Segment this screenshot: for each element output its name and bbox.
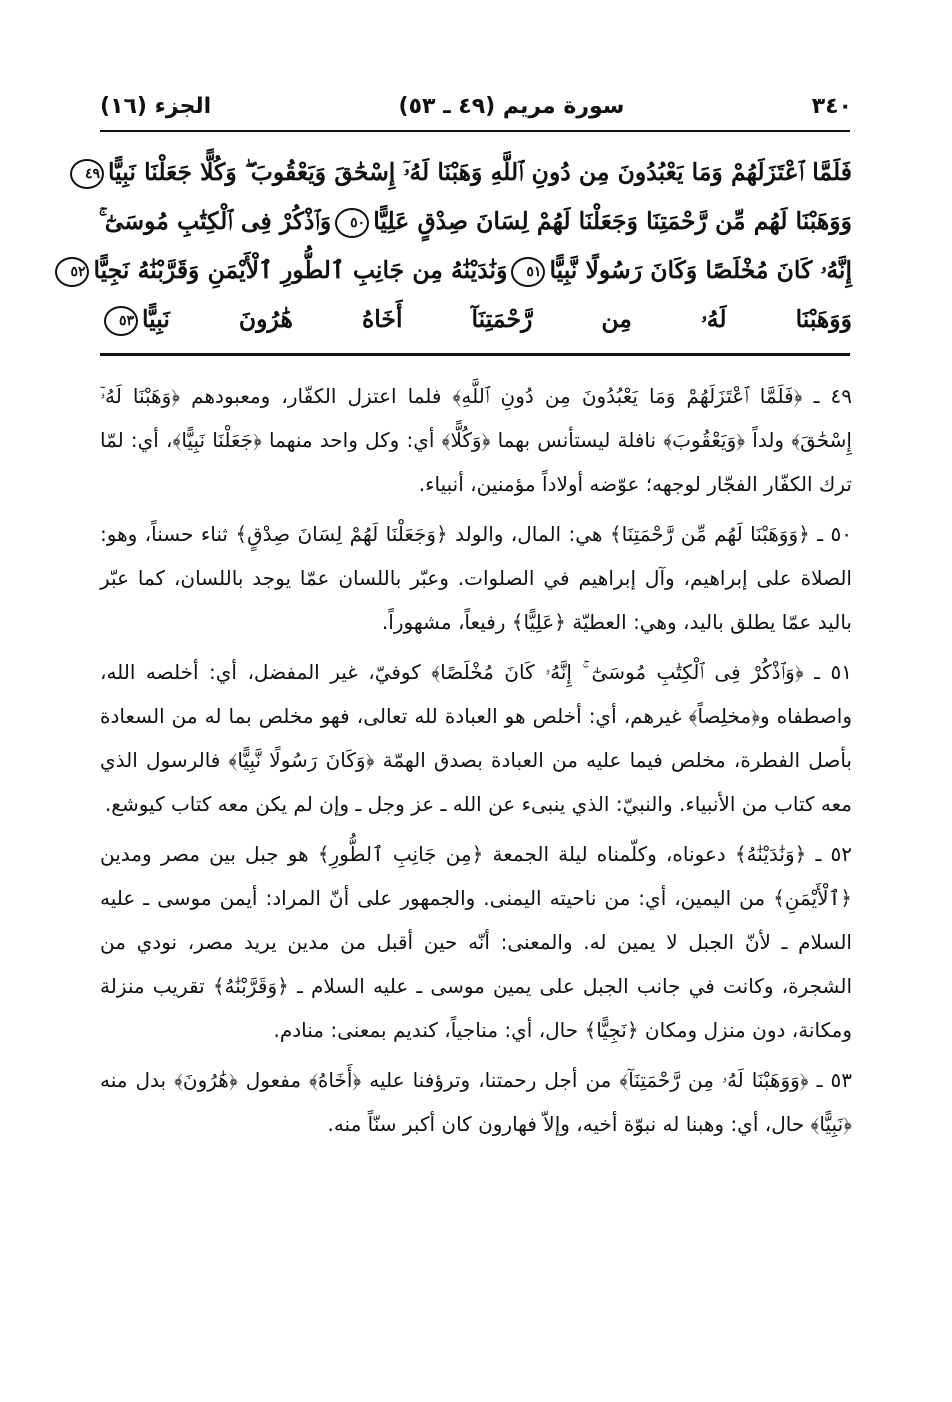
commentary-paragraph: ٥٣ ـ ﴿وَوَهَبْنَا لَهُۥ مِن رَّحْمَتِنَآ﴾ من أجل رحمتنا، وترؤفنا عليه ﴿أَخَاهُ﴾ مفعول ﴿هَٰرُونَ﴾ بدل منه ﴿نَبِيًّا﴾ حال، أي: وهبنا له نبوّة أخيه، وإلاّ فهارون كان أكبر سنّاً منه.: [100, 1068, 852, 1136]
ayah-number-marker: ٥١: [511, 257, 545, 287]
quran-verses: [70, 148, 852, 344]
quran-line: [100, 197, 852, 246]
page-number: ٣٤٠: [811, 93, 852, 119]
verse-text: وَوَهَبْنَا لَهُم مِّن رَّحْمَتِنَا وَجَعَلْنَا لَهُمْ لِسَانَ صِدْقٍ عَلِيًّا: [373, 207, 852, 235]
commentary-paragraph: ٥١ ـ ﴿وَٱذْكُرْ فِى ٱلْكِتَٰبِ مُوسَىٰٓ ۚ إِنَّهُۥ كَانَ مُخْلَصًا﴾ كوفيّ، غير المفضل، أي: أخلصه الله، واصطفاه و﴿مخلِصاً﴾ غيرهم، أي: أخلص هو العبادة لله تعالى، فهو مخلص بما له من السعادة بأصل الفطرة، مخلص فيما عليه من العبادة بصدق الهمّة ﴿وَكَانَ رَسُولًا نَّبِيًّا﴾ فالرسول الذي معه كتاب من الأنبياء. والنبيّ: الذي ينبىء عن الله ـ عز وجل ـ وإن لم يكن معه كتاب كيوشع.: [100, 660, 852, 816]
verse-text: فَلَمَّا ٱعْتَزَلَهُمْ وَمَا يَعْبُدُونَ مِن دُونِ ٱللَّهِ وَهَبْنَا لَهُۥٓ إِسْحَٰقَ وَيَعْقُوبَ ۖ وَكُلًّا جَعَلْنَا نَبِيًّا: [108, 158, 852, 186]
quran-line: [70, 246, 852, 295]
commentary: [100, 374, 852, 1152]
verse-text: إِنَّهُۥ كَانَ مُخْلَصًا وَكَانَ رَسُولًا نَّبِيًّا: [549, 256, 852, 284]
verse-text: وَٱذْكُرْ فِى ٱلْكِتَٰبِ مُوسَىٰٓ ۚ: [98, 207, 332, 235]
quran-line: [84, 148, 852, 197]
ayah-number-marker: ٥٠: [335, 208, 369, 238]
commentary-paragraph: ٥٢ ـ ﴿وَنَٰدَيْنَٰهُ﴾ دعوناه، وكلّمناه ليلة الجمعة ﴿مِن جَانِبِ ٱلطُّورِ﴾ هو جبل بين مصر ومدين ﴿ٱلْأَيْمَنِ﴾ من اليمين، أي: من ناحيته اليمنى. والجمهور على أنّ المراد: أيمن موسى ـ عليه السلام ـ لأنّ الجبل لا يمين له. والمعنى: أنّه حين أقبل من مدين يريد مصر، نودي من الشجرة، وكانت في جانب الجبل على يمين موسى ـ عليه السلام ـ ﴿وَقَرَّبْنَٰهُ﴾ تقريب منزلة ومكانة، دون منزل ومكان ﴿نَجِيًّا﴾ حال، أي: مناجياً، كنديم بمعنى: منادم.: [100, 842, 852, 1042]
header-divider: [100, 130, 850, 132]
verse-text: وَنَٰدَيْنَٰهُ مِن جَانِبِ ٱلطُّورِ ٱلْأَيْمَنِ وَقَرَّبْنَٰهُ نَجِيًّا: [93, 256, 508, 284]
quran-line: [100, 295, 852, 344]
commentary-paragraph: ٤٩ ـ ﴿فَلَمَّا ٱعْتَزَلَهُمْ وَمَا يَعْبُدُونَ مِن دُونِ ٱللَّهِ﴾ فلما اعتزل الكفّار، ومعبودهم ﴿وَهَبْنَا لَهُۥٓ إِسْحَٰقَ﴾ ولداً ﴿وَيَعْقُوبَ﴾ نافلة ليستأنس بهما ﴿وَكُلًّا﴾ أي: وكل واحد منهما ﴿جَعَلْنَا نَبِيًّا﴾، أي: لمّا ترك الكفّار الفجّار لوجهه؛ عوّضه أولاداً مؤمنين، أنبياء.: [100, 384, 852, 496]
page-header: [100, 86, 852, 126]
surah-title: سورة مريم (٤٩ ـ ٥٣): [398, 93, 625, 119]
section-divider: [100, 353, 850, 356]
verse-text: وَوَهَبْنَا لَهُۥ مِن رَّحْمَتِنَآ أَخَاهُ هَٰرُونَ نَبِيًّا: [142, 305, 852, 333]
commentary-paragraph: ٥٠ ـ ﴿وَوَهَبْنَا لَهُم مِّن رَّحْمَتِنَا﴾ هي: المال، والولد ﴿وَجَعَلْنَا لَهُمْ لِسَانَ صِدْقٍ﴾ ثناء حسناً، وهو: الصلاة على إبراهيم، وآل إبراهيم في الصلوات. وعبّر باللسان عمّا يوجد باللسان، كما عبّر باليد عمّا يطلق باليد، وهي: العطيّة ﴿عَلِيًّا﴾ رفيعاً، مشهوراً.: [100, 522, 852, 634]
ayah-number-marker: ٤٩: [70, 159, 104, 189]
juz-label: الجزء (١٦): [100, 93, 212, 119]
ayah-number-marker: ٥٣: [104, 306, 138, 336]
ayah-number-marker: ٥٢: [55, 257, 89, 287]
